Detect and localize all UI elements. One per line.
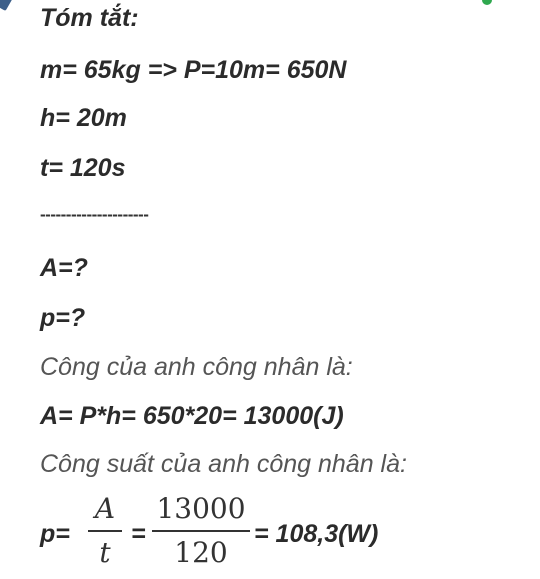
fraction-denominator: t xyxy=(99,536,111,569)
corner-decoration xyxy=(0,0,12,11)
fraction-bar xyxy=(152,530,250,532)
summary-title: Tóm tắt: xyxy=(40,4,139,32)
work-heading: Công của anh công nhân là: xyxy=(40,353,353,381)
power-result: = 108,3(W) xyxy=(254,520,379,548)
given-mass: m= 65kg => P=10m= 650N xyxy=(40,56,347,84)
fraction-numerator: A xyxy=(94,492,116,525)
fraction-values xyxy=(152,492,250,570)
work-calculation: A= P*h= 650*20= 13000(J) xyxy=(40,402,344,430)
given-time: t= 120s xyxy=(40,154,126,182)
fraction-numerator: 13000 xyxy=(156,492,246,525)
unknown-work: A=? xyxy=(40,254,88,282)
corner-dot xyxy=(482,0,492,5)
separator-line: --------------------- xyxy=(40,205,149,224)
power-lhs: p= xyxy=(40,520,70,548)
equals-sign: = xyxy=(131,520,146,548)
fraction-bar xyxy=(88,530,122,532)
unknown-power: p=? xyxy=(40,304,86,332)
fraction-work-over-time xyxy=(88,492,122,570)
fraction-denominator: 120 xyxy=(174,536,228,569)
given-height: h= 20m xyxy=(40,104,127,132)
power-heading: Công suất của anh công nhân là: xyxy=(40,450,407,478)
